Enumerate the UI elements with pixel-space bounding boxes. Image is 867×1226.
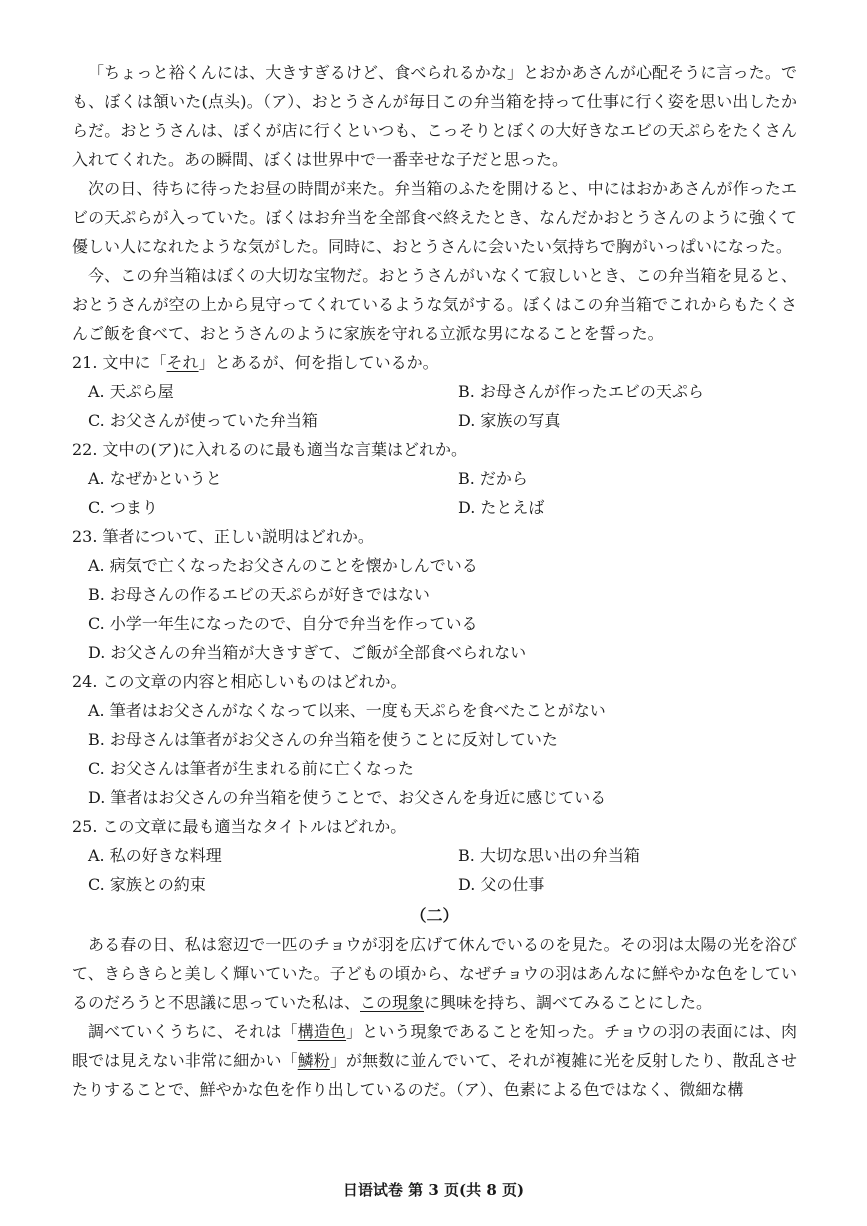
option-a: A. なぜかというと [88,469,222,488]
question-list [72,348,797,899]
option-c: C. お父さんは筆者が生まれる前に亡くなった [88,759,414,778]
option-d: D. 筆者はお父さんの弁当箱を使うことで、お父さんを身近に感じている [88,788,607,807]
passage-paragraph: 今、この弁当箱はぼくの大切な宝物だ。おとうさんがいなくて寂しいとき、この弁当箱を見ると、おとうさんが空の上から見守ってくれているような気がする。ぼくはこの弁当箱でこれからもたくさんご飯を食べて、おとうさんのように家族を守れる立派な男になることを誓った。 [72,266,797,343]
option-b: B. お母さんの作るエビの天ぷらが好きではない [88,585,430,604]
question-stem: 24. この文章の内容と相応しいものはどれか。 [72,672,407,691]
paragraph-text: に興味を持ち、調べてみることにした。 [424,993,713,1012]
option-a: A. 病気で亡くなったお父さんのことを懐かしんでいる [88,556,478,575]
option-grid [72,841,797,899]
option-list [72,696,797,812]
page-footer: 日语试卷 第 3 页(共 8 页) [342,1181,525,1199]
option-b: B. 大切な思い出の弁当箱 [458,846,640,865]
option-grid [72,464,797,522]
question-stem: 23. 筆者について、正しい説明はどれか。 [72,527,374,546]
option-a: A. 私の好きな料理 [88,846,222,865]
option-c: C. お父さんが使っていた弁当箱 [88,411,318,430]
passage-one [72,58,797,348]
option-list [72,551,797,667]
option-d: D. たとえば [458,498,545,517]
underlined-term: それ [166,353,199,372]
question-21 [72,348,797,435]
passage-two [72,901,797,1104]
paragraph-text: 調べていくうちに、それは「 [88,1022,298,1041]
question-stem [72,348,797,377]
underlined-term: この現象 [360,993,425,1012]
option-d: D. 父の仕事 [458,875,545,894]
question-22 [72,435,797,522]
underlined-term: 構造色 [297,1022,347,1041]
passage-paragraph: 「ちょっと裕くんには、大きすぎるけど、食べられるかな」とおかあさんが心配そうに言った。でも、ぼくは頷いた(点头)。（ア）、おとうさんが毎日この弁当箱を持って仕事に行く姿を思い出したからだ。おとうさんは、ぼくが店に行くといつも、こっそりとぼくの大好きなエビの天ぷらをたくさん入れてくれた。あの瞬間、ぼくは世界中で一番幸せな子だと思った。 [72,63,797,169]
option-d: D. 家族の写真 [458,411,561,430]
option-c: C. 家族との約束 [88,875,206,894]
passage-paragraph [72,1017,797,1104]
passage-paragraph: 次の日、待ちに待ったお昼の時間が来た。弁当箱のふたを開けると、中にはおかあさんが作ったエビの天ぷらが入っていた。ぼくはお弁当を全部食べ終えたとき、なんだかおとうさんのように強くて優しい人になれたような気がした。同時に、おとうさんに会いたい気持ちで胸がいっぱいになった。 [72,179,797,256]
option-grid [72,377,797,435]
underlined-term: 鱗粉 [297,1051,330,1070]
option-c: C. 小学一年生になったので、自分で弁当を作っている [88,614,478,633]
paragraph-text: 」が無数に並んでいて、それが複雑に光を反射したり、散乱させたりすることで、鮮やかな色を作り出しているのだ。（ア）、色素による色ではなく、微細な構 [72,1051,797,1099]
stem-text: 21. 文中に「 [72,353,167,372]
question-stem: 22. 文中の(ア)に入れるのに最も適当な言葉はどれか。 [72,440,468,459]
option-b: B. お母さんは筆者がお父さんの弁当箱を使うことに反対していた [88,730,558,749]
question-25 [72,812,797,899]
question-23 [72,522,797,667]
option-b: B. だから [458,469,528,488]
passage-paragraph [72,930,797,1017]
question-24 [72,667,797,812]
option-a: A. 筆者はお父さんがなくなって以来、一度も天ぷらを食べたことがない [88,701,606,720]
question-stem: 25. この文章に最も適当なタイトルはどれか。 [72,817,407,836]
option-c: C. つまり [88,498,158,517]
paragraph-text: ある春の日、私は窓辺で一匹のチョウが羽を広げて休んでいるのを見た。その羽は太陽の光を浴びて、きらきらと美しく輝いていた。子どもの頃から、なぜチョウの羽はあんなに鮮やかな色をしているのだろうと不思議に思っていた私は、 [72,935,797,1012]
option-d: D. お父さんの弁当箱が大きすぎて、ご飯が全部食べられない [88,643,527,662]
option-b: B. お母さんが作ったエビの天ぷら [458,382,704,401]
paragraph-text: 」という現象であることを知った。チョウの羽の表面には、肉眼では見えない非常に細かい「 [72,1022,797,1070]
option-a: A. 天ぷら屋 [88,382,174,401]
section-title: （二） [410,906,459,925]
stem-text: 」とあるが、何を指しているか。 [198,353,439,372]
